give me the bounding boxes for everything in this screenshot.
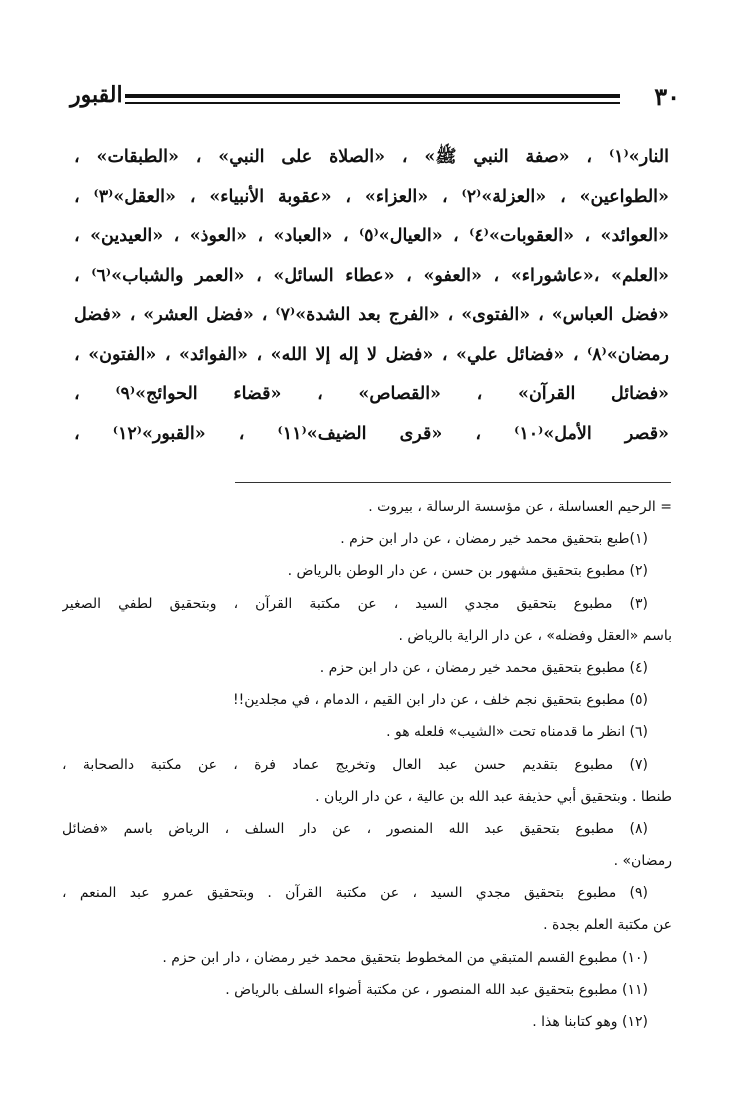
footnote-7: (٧) مطبوع بتقديم حسن عبد العال وتخريج عماد فرة ، عن مكتبة دالصحابة ، bbox=[62, 756, 648, 773]
page-header bbox=[70, 80, 680, 120]
footnote-separator bbox=[235, 482, 671, 483]
footnote-7-cont: طنطا . وبتحقيق أبي حذيفة عبد الله بن عالية ، عن دار الريان . bbox=[315, 788, 672, 805]
footnote-continuation: = الرحيم العساسلة ، عن مؤسسة الرسالة ، بيروت . bbox=[368, 499, 672, 515]
body-line: «قصر الأمل»⁽١٠⁾ ، «قرى الضيف»⁽١١⁾ ، «القبور»⁽١٢⁾ ، bbox=[74, 423, 669, 444]
body-line: «العوائد» ، «العقوبات»⁽٤⁾ ، «العيال»⁽٥⁾ ، «العباد» ، «العوذ» ، «العيدين» ، bbox=[74, 226, 669, 246]
footnote-2: (٢) مطبوع بتحقيق مشهور بن حسن ، عن دار الوطن بالرياض . bbox=[287, 563, 648, 580]
running-title: القبور bbox=[70, 82, 123, 108]
footnote-6: (٦) انظر ما قدمناه تحت «الشيب» فلعله هو . bbox=[386, 724, 648, 741]
footnote-10: (١٠) مطبوع القسم المتبقي من المخطوط بتحقيق محمد خير رمضان ، دار ابن حزم . bbox=[162, 949, 648, 966]
footnote-4: (٤) مطبوع بتحقيق محمد خير رمضان ، عن دار ابن حزم . bbox=[319, 659, 648, 676]
header-rule-thin bbox=[125, 102, 620, 104]
footnote-11: (١١) مطبوع بتحقيق عبد الله المنصور ، عن مكتبة أضواء السلف بالرياض . bbox=[225, 981, 648, 998]
footnote-9-cont: عن مكتبة العلم بجدة . bbox=[543, 917, 672, 934]
footnote-12: (١٢) وهو كتابنا هذا . bbox=[532, 1014, 648, 1030]
body-line: «فضل العباس» ، «الفتوى» ، «الفرج بعد الشدة»⁽٧⁾ ، «فضل العشر» ، «فضل bbox=[74, 305, 669, 325]
body-line: النار»⁽١⁾ ، «صفة النبي ﷺ» ، «الصلاة على النبي» ، «الطبقات» ، bbox=[74, 147, 669, 167]
footnotes bbox=[62, 491, 672, 1038]
page-number: ٣٠ bbox=[654, 82, 680, 111]
body-line: رمضان»⁽٨⁾ ، «فضائل علي» ، «فضل لا إله إلا الله» ، «الفوائد» ، «الفتون» ، bbox=[74, 344, 669, 365]
footnote-8-cont: رمضان» . bbox=[613, 853, 672, 870]
footnote-1: (١)طبع بتحقيق محمد خير رمضان ، عن دار ابن حزم . bbox=[340, 531, 648, 548]
body-line: «الطواعين» ، «العزلة»⁽٢⁾ ، «العزاء» ، «عقوبة الأنبياء» ، «العقل»⁽٣⁾ ، bbox=[74, 186, 669, 207]
header-rule bbox=[125, 94, 620, 98]
body-text bbox=[74, 138, 669, 454]
footnote-3-cont: باسم «العقل وفضله» ، عن دار الراية بالرياض . bbox=[398, 627, 672, 644]
body-line: «العلم» ،«عاشوراء» ، «العفو» ، «عطاء السائل» ، «العمر والشباب»⁽٦⁾ ، bbox=[74, 265, 669, 286]
footnote-8: (٨) مطبوع بتحقيق عبد الله المنصور ، عن دار السلف ، الرياض باسم «فضائل bbox=[62, 820, 648, 837]
footnote-3: (٣) مطبوع بتحقيق مجدي السيد ، عن مكتبة القرآن ، وبتحقيق لطفي الصغير bbox=[62, 595, 648, 612]
footnote-5: (٥) مطبوع بتحقيق نجم خلف ، عن دار ابن القيم ، الدمام ، في مجلدين!! bbox=[232, 692, 648, 709]
footnote-9: (٩) مطبوع بتحقيق مجدي السيد ، عن مكتبة القرآن . وبتحقيق عمرو عبد المنعم ، bbox=[62, 885, 648, 902]
body-line: «فضائل القرآن» ، «القصاص» ، «قضاء الحوائج»⁽٩⁾ ، bbox=[74, 384, 669, 404]
